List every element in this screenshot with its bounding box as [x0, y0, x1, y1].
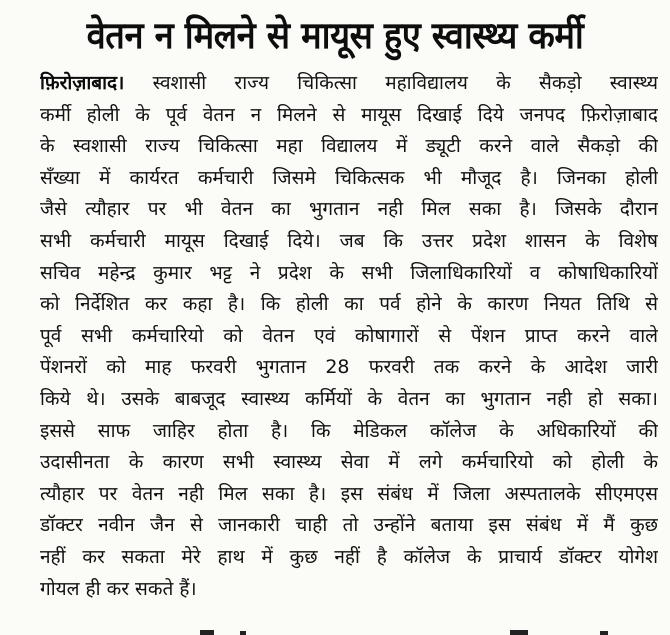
- article-line: गोयल ही कर सकते हैं।: [40, 577, 197, 600]
- article-line: सचिव महेन्द्र कुमार भट्ट ने प्रदेश के सभी जिलाधिकारियों व कोषाधिकारियों: [40, 261, 658, 284]
- article-line: सभी कर्मचारी मायूस दिखाई दिये। जब कि उत्तर प्रदेश शासन के विशेष: [40, 229, 658, 252]
- article-line: उदासीनता के कारण सभी स्वास्थ्य सेवा में लगे कर्मचारियो को होली के: [40, 451, 658, 474]
- article-dateline: फ़िरोज़ाबाद।: [40, 72, 125, 94]
- article-line: पूर्व सभी कर्मचारियो को वेतन एवं कोषागारों से पेंशन प्राप्त करने वाले: [40, 324, 658, 347]
- article-line: जैसे त्यौहार पर भी वेतन का भुगतान नही मिल सका है। जिसके दौरान: [40, 198, 658, 221]
- article-line: इससे साफ जाहिर होता है। कि मेडिकल कॉलेज के अधिकारियों की: [40, 419, 658, 442]
- cut-off-text-fragment: [40, 628, 658, 635]
- article-body: [40, 68, 658, 605]
- article-line: सँख्या में कार्यरत कर्मचारी जिसमे चिकित्सक भी मौजूद है। जिनका होली: [40, 166, 658, 189]
- article-line: के स्वशासी राज्य चिकित्सा महा विद्यालय में ड्यूटी करने वाले सैकड़ो की: [40, 135, 658, 158]
- article-line: कर्मी होली के पूर्व वेतन न मिलने से मायूस दिखाई दिये जनपद फ़िरोज़ाबाद: [40, 103, 658, 126]
- article-line: पेंशनरों को माह फरवरी भुगतान 28 फरवरी तक करने के आदेश जारी: [40, 356, 658, 379]
- article-line: किये थे। उसके बाबजूद स्वास्थ्य कर्मियों के वेतन का भुगतान नही हो सका।: [40, 387, 658, 410]
- article-line: नहीं कर सकता मेरे हाथ में कुछ नहीं है कॉलेज के प्राचार्य डॉक्टर योगेश: [40, 545, 658, 568]
- article-line: डॉक्टर नवीन जैन से जानकारी चाही तो उन्होंने बताया इस संबंध में मैं कुछ: [40, 514, 658, 537]
- article-line: को निर्देशित कर कहा है। कि होली का पर्व होने के कारण नियत तिथि से: [40, 293, 658, 316]
- article-line: [40, 68, 658, 100]
- article-headline: वेतन न मिलने से मायूस हुए स्वास्थ्य कर्मी: [86, 14, 584, 57]
- article-line: त्यौहार पर वेतन नही मिल सका है। इस संबंध में जिला अस्पतालके सीएमएस: [40, 482, 658, 505]
- article-line-text: स्वशासी राज्य चिकित्सा महाविद्यालय के सैकड़ो स्वास्थ्य: [124, 72, 658, 94]
